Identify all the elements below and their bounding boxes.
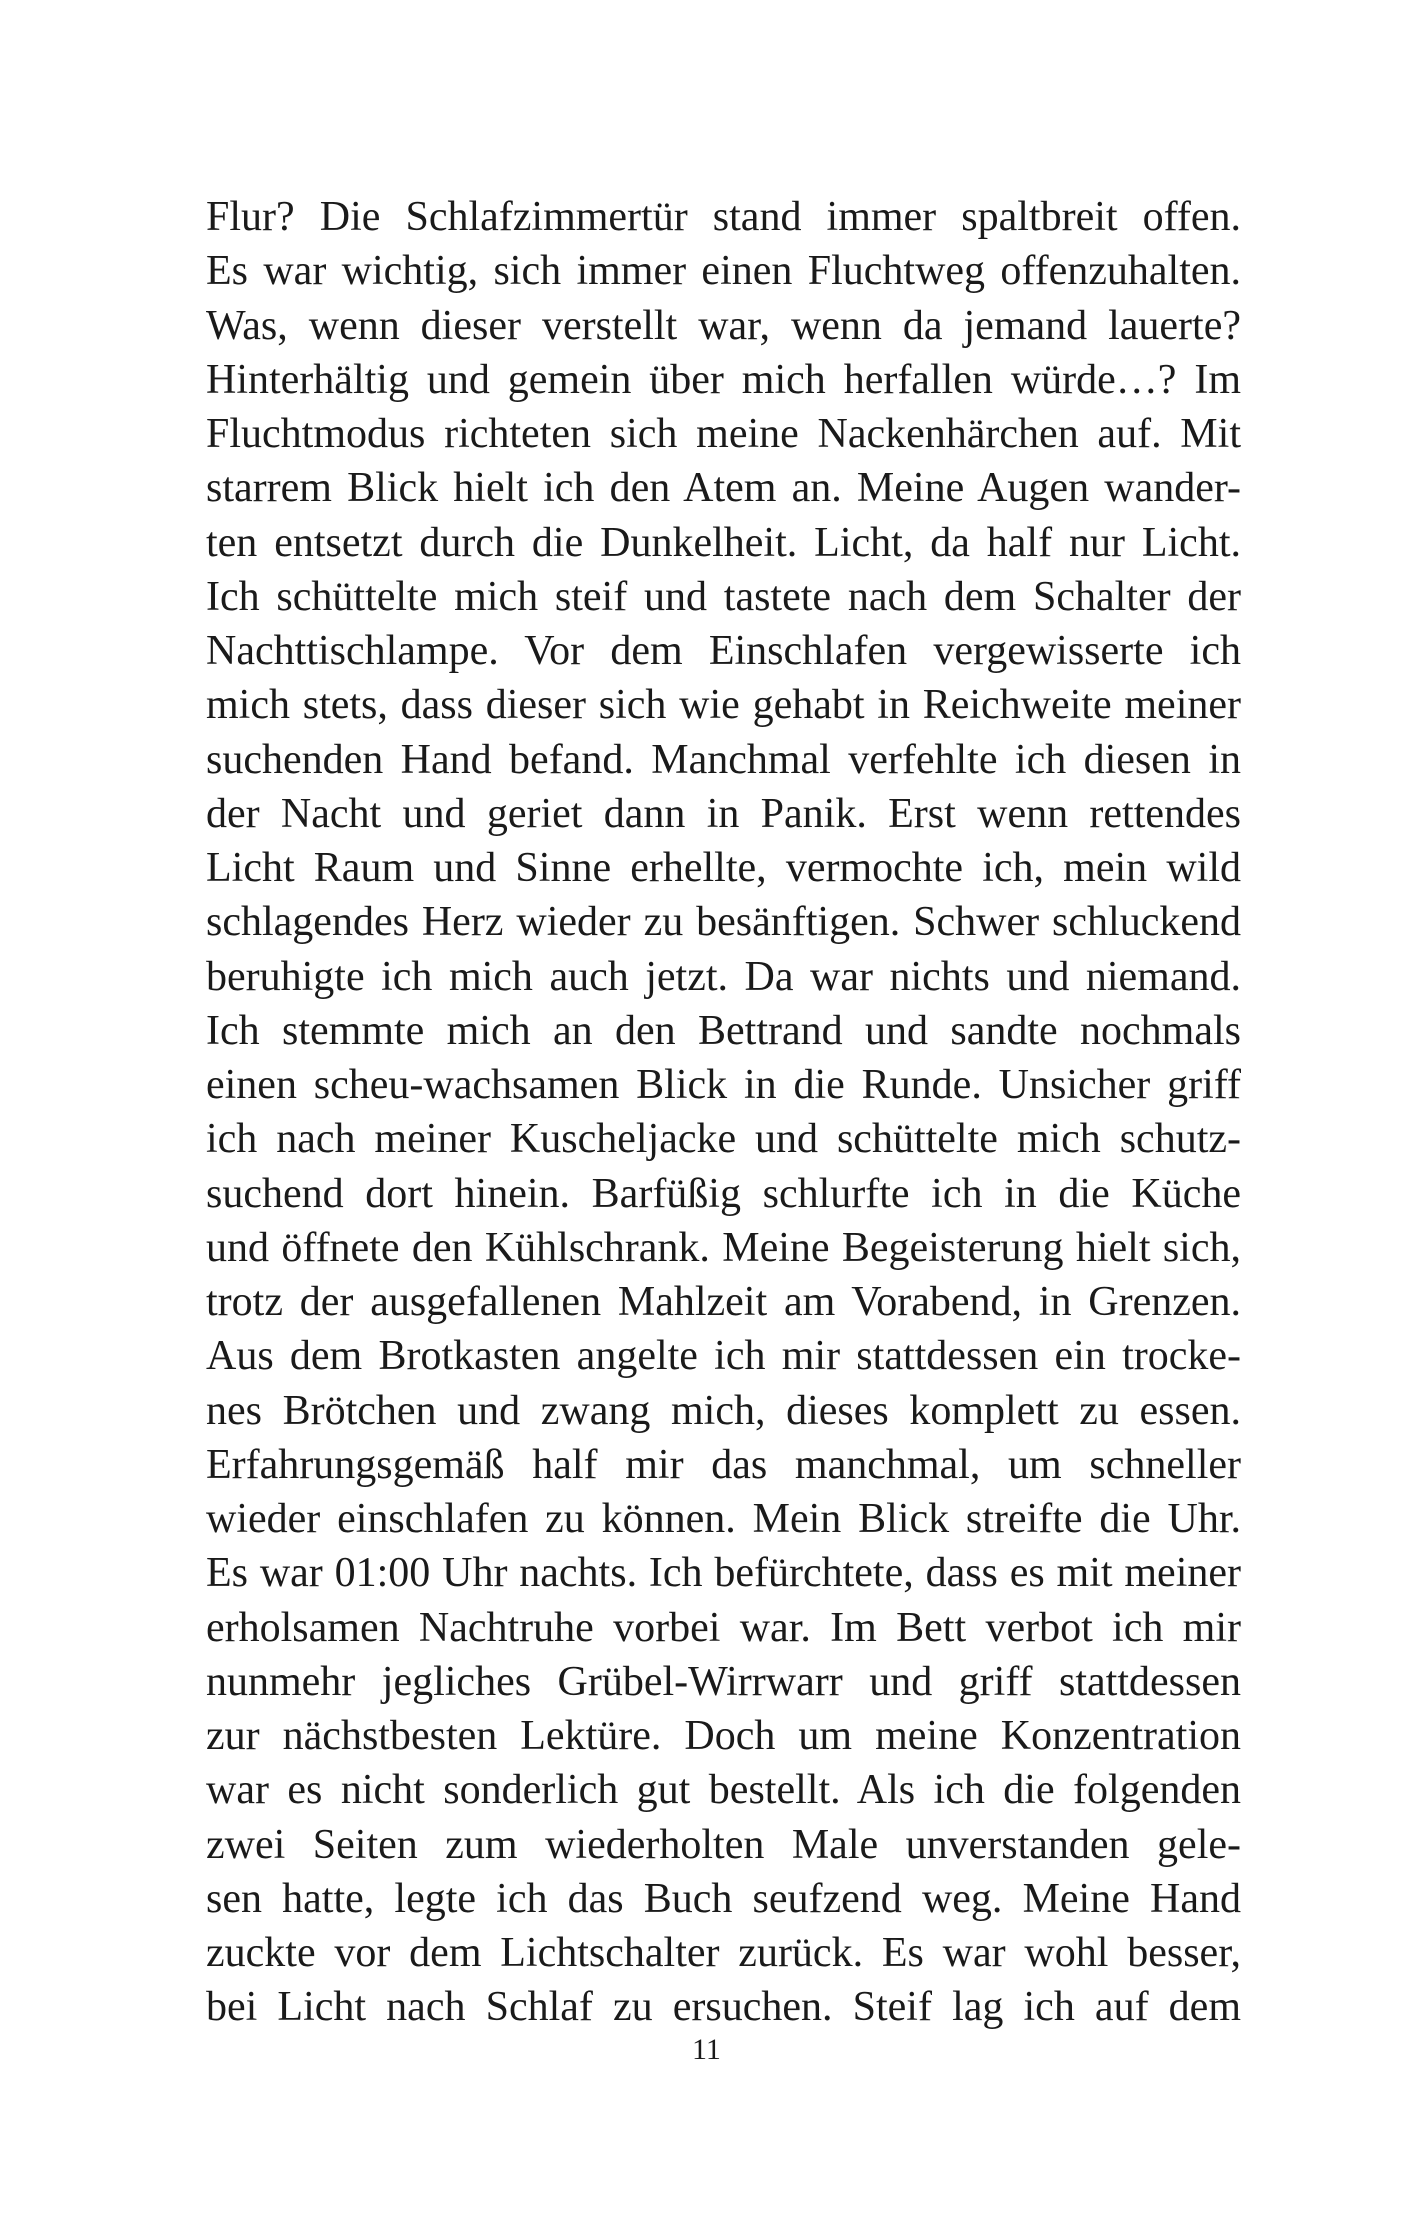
text-line: der Nacht und geriet dann in Panik. Erst wenn rettendes: [206, 790, 1241, 837]
text-line: sen hatte, legte ich das Buch seufzend weg. Meine Hand: [206, 1875, 1241, 1922]
text-line: nes Brötchen und zwang mich, dieses komplett zu essen.: [206, 1387, 1241, 1434]
text-line: Aus dem Brotkasten angelte ich mir stattdessen ein trocke-: [206, 1333, 1241, 1380]
text-line: und öffnete den Kühlschrank. Meine Begeisterung hielt sich,: [206, 1224, 1241, 1271]
text-line: Was, wenn dieser verstellt war, wenn da jemand lauerte?: [206, 302, 1241, 349]
text-line: Ich schüttelte mich steif und tastete nach dem Schalter der: [206, 573, 1241, 620]
text-line: suchenden Hand befand. Manchmal verfehlte ich diesen in: [206, 736, 1241, 783]
text-line: war es nicht sonderlich gut bestellt. Als ich die folgenden: [206, 1767, 1241, 1814]
text-line: Fluchtmodus richteten sich meine Nackenhärchen auf. Mit: [206, 411, 1241, 457]
text-line: ich nach meiner Kuscheljacke und schüttelte mich schutz-: [206, 1116, 1241, 1163]
text-line: erholsamen Nachtruhe vorbei war. Im Bett verbot ich mir: [206, 1604, 1241, 1651]
text-line: Hinterhältig und gemein über mich herfallen würde…? Im: [206, 356, 1241, 403]
text-line: starrem Blick hielt ich den Atem an. Meine Augen wander-: [206, 465, 1241, 512]
text-line: zur nächstbesten Lektüre. Doch um meine Konzentration: [206, 1713, 1241, 1759]
text-line: zuckte vor dem Lichtschalter zurück. Es war wohl besser,: [206, 1930, 1241, 1976]
text-line: Es war wichtig, sich immer einen Fluchtweg offenzuhalten.: [206, 248, 1241, 295]
text-line: zwei Seiten zum wiederholten Male unverstanden gele-: [206, 1821, 1241, 1868]
text-line: Es war 01:00 Uhr nachts. Ich befürchtete, dass es mit meiner: [206, 1550, 1241, 1597]
text-line: Licht Raum und Sinne erhellte, vermochte ich, mein wild: [206, 845, 1241, 891]
text-line: einen scheu-wachsamen Blick in die Runde. Unsicher griff: [206, 1062, 1241, 1108]
text-line: wieder einschlafen zu können. Mein Blick streifte die Uhr.: [206, 1496, 1241, 1542]
text-line: beruhigte ich mich auch jetzt. Da war nichts und niemand.: [206, 953, 1241, 1000]
body-text: [206, 190, 1241, 2035]
text-line: bei Licht nach Schlaf zu ersuchen. Steif lag ich auf dem: [206, 1984, 1241, 2031]
page-number: 11: [692, 2033, 721, 2066]
text-line: ten entsetzt durch die Dunkelheit. Licht, da half nur Licht.: [206, 519, 1241, 566]
text-line: suchend dort hinein. Barfüßig schlurfte ich in die Küche: [206, 1170, 1241, 1217]
text-line: nunmehr jegliches Grübel-Wirrwarr und griff stattdessen: [206, 1658, 1241, 1705]
text-line: Ich stemmte mich an den Bettrand und sandte nochmals: [206, 1007, 1241, 1054]
text-line: mich stets, dass dieser sich wie gehabt in Reichweite meiner: [206, 682, 1241, 729]
text-line: trotz der ausgefallenen Mahlzeit am Vorabend, in Grenzen.: [206, 1279, 1241, 1325]
text-line: Nachttischlampe. Vor dem Einschlafen vergewisserte ich: [206, 628, 1241, 674]
text-line: schlagendes Herz wieder zu besänftigen. Schwer schluckend: [206, 899, 1241, 946]
text-line: Erfahrungsgemäß half mir das manchmal, um schneller: [206, 1441, 1241, 1488]
text-line: Flur? Die Schlafzimmertür stand immer spaltbreit offen.: [206, 194, 1241, 240]
